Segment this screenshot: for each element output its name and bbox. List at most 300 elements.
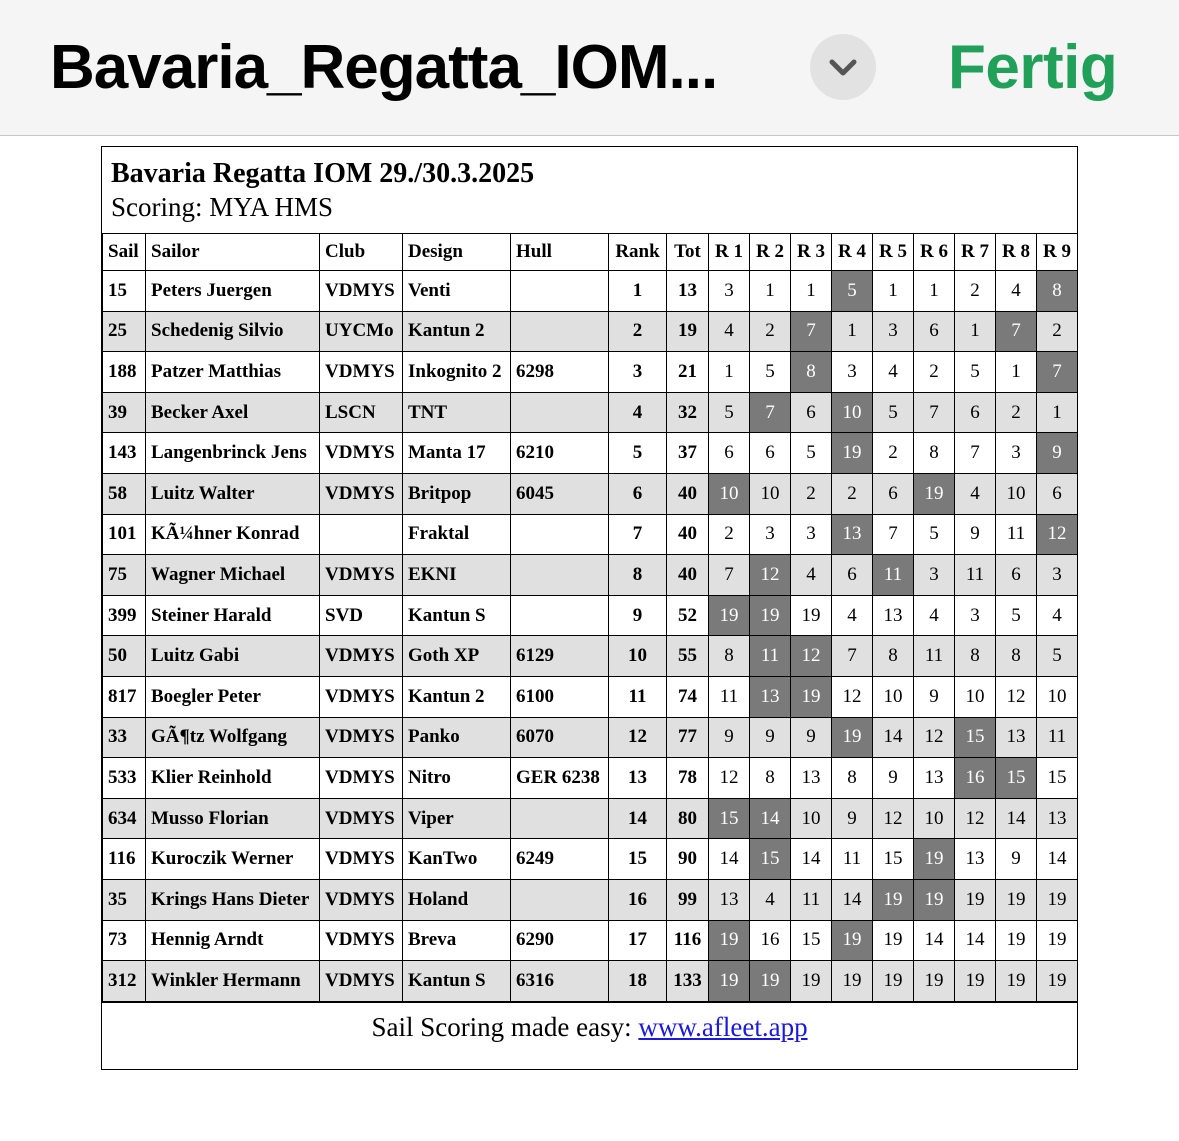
results-table: [102, 233, 1078, 1002]
rank-cell: 6: [609, 473, 667, 514]
race-score: 10: [914, 798, 955, 839]
race-score: 6: [996, 555, 1037, 596]
sail-cell: 75: [103, 555, 146, 596]
race-score: 6: [1037, 473, 1078, 514]
design-cell: Kantun 2: [403, 311, 511, 352]
race-score: 4: [750, 879, 791, 920]
race-score-discarded: 19: [832, 920, 873, 961]
race-score: 5: [996, 595, 1037, 636]
table-row: [103, 433, 1078, 474]
rank-cell: 2: [609, 311, 667, 352]
total-cell: 116: [667, 920, 709, 961]
club-cell: VDMYS: [320, 961, 403, 1002]
rank-cell: 7: [609, 514, 667, 555]
sail-cell: 25: [103, 311, 146, 352]
race-score: 5: [1037, 636, 1078, 677]
table-row: [103, 717, 1078, 758]
race-score: 19: [873, 920, 914, 961]
design-cell: Kantun 2: [403, 676, 511, 717]
race-score: 13: [791, 758, 832, 799]
rank-cell: 1: [609, 271, 667, 312]
hull-cell: 6045: [511, 473, 609, 514]
race-score: 12: [873, 798, 914, 839]
race-score: 3: [996, 433, 1037, 474]
table-row: [103, 595, 1078, 636]
design-cell: KanTwo: [403, 839, 511, 880]
race-score: 9: [955, 514, 996, 555]
race-score: 1: [996, 352, 1037, 393]
race-score: 15: [873, 839, 914, 880]
total-cell: 99: [667, 879, 709, 920]
rank-cell: 14: [609, 798, 667, 839]
race-score: 6: [750, 433, 791, 474]
sail-cell: 50: [103, 636, 146, 677]
total-cell: 78: [667, 758, 709, 799]
race-score: 10: [791, 798, 832, 839]
race-score: 12: [709, 758, 750, 799]
race-score: 11: [832, 839, 873, 880]
total-cell: 40: [667, 473, 709, 514]
club-cell: VDMYS: [320, 271, 403, 312]
race-score: 7: [914, 392, 955, 433]
race-score: 8: [914, 433, 955, 474]
sailor-cell: Peters Juergen: [146, 271, 320, 312]
column-header: R 1: [709, 234, 750, 271]
table-row: [103, 636, 1078, 677]
race-score: 1: [914, 271, 955, 312]
race-score: 2: [996, 392, 1037, 433]
race-score: 11: [955, 555, 996, 596]
design-cell: Panko: [403, 717, 511, 758]
race-score: 9: [709, 717, 750, 758]
race-score-discarded: 19: [914, 879, 955, 920]
total-cell: 52: [667, 595, 709, 636]
race-score: 16: [750, 920, 791, 961]
race-score: 1: [709, 352, 750, 393]
sail-cell: 312: [103, 961, 146, 1002]
total-cell: 133: [667, 961, 709, 1002]
total-cell: 21: [667, 352, 709, 393]
hull-cell: 6100: [511, 676, 609, 717]
race-score: 9: [750, 717, 791, 758]
race-score: 5: [955, 352, 996, 393]
race-score: 4: [996, 271, 1037, 312]
total-cell: 90: [667, 839, 709, 880]
race-score: 3: [709, 271, 750, 312]
club-cell: VDMYS: [320, 352, 403, 393]
race-score: 4: [1037, 595, 1078, 636]
design-cell: Manta 17: [403, 433, 511, 474]
race-score-discarded: 15: [955, 717, 996, 758]
rank-cell: 18: [609, 961, 667, 1002]
race-score-discarded: 7: [791, 311, 832, 352]
race-score: 9: [996, 839, 1037, 880]
race-score: 6: [914, 311, 955, 352]
column-header: R 3: [791, 234, 832, 271]
top-bar: [0, 0, 1179, 136]
race-score-discarded: 11: [750, 636, 791, 677]
column-header: Club: [320, 234, 403, 271]
race-score: 10: [873, 676, 914, 717]
race-score: 5: [750, 352, 791, 393]
sailor-cell: KÃ¼hner Konrad: [146, 514, 320, 555]
race-score: 13: [996, 717, 1037, 758]
race-score-discarded: 11: [873, 555, 914, 596]
race-score: 13: [1037, 798, 1078, 839]
sailor-cell: Wagner Michael: [146, 555, 320, 596]
race-score: 1: [832, 311, 873, 352]
race-score: 2: [914, 352, 955, 393]
hull-cell: [511, 798, 609, 839]
club-cell: LSCN: [320, 392, 403, 433]
race-score: 4: [709, 311, 750, 352]
race-score-discarded: 19: [873, 879, 914, 920]
sailor-cell: Boegler Peter: [146, 676, 320, 717]
design-cell: Britpop: [403, 473, 511, 514]
club-cell: VDMYS: [320, 555, 403, 596]
column-header: R 5: [873, 234, 914, 271]
race-score: 14: [791, 839, 832, 880]
title-menu-button[interactable]: [810, 34, 876, 100]
race-score: 19: [791, 595, 832, 636]
column-header: R 4: [832, 234, 873, 271]
race-score: 19: [873, 961, 914, 1002]
table-row: [103, 839, 1078, 880]
column-header: R 6: [914, 234, 955, 271]
rank-cell: 8: [609, 555, 667, 596]
club-cell: [320, 514, 403, 555]
race-score-discarded: 7: [996, 311, 1037, 352]
total-cell: 40: [667, 555, 709, 596]
race-score: 1: [955, 311, 996, 352]
sail-cell: 116: [103, 839, 146, 880]
race-score-discarded: 13: [832, 514, 873, 555]
table-row: [103, 676, 1078, 717]
table-row: [103, 555, 1078, 596]
race-score: 6: [709, 433, 750, 474]
race-score: 12: [832, 676, 873, 717]
race-score: 8: [955, 636, 996, 677]
column-header: R 7: [955, 234, 996, 271]
club-cell: VDMYS: [320, 879, 403, 920]
design-cell: Viper: [403, 798, 511, 839]
table-row: [103, 392, 1078, 433]
race-score: 3: [914, 555, 955, 596]
sail-cell: 35: [103, 879, 146, 920]
regatta-title: Bavaria Regatta IOM 29./30.3.2025: [111, 158, 535, 189]
club-cell: VDMYS: [320, 839, 403, 880]
total-cell: 77: [667, 717, 709, 758]
race-score: 14: [1037, 839, 1078, 880]
rank-cell: 3: [609, 352, 667, 393]
race-score-discarded: 19: [914, 839, 955, 880]
sail-cell: 58: [103, 473, 146, 514]
race-score-discarded: 7: [750, 392, 791, 433]
race-score-discarded: 19: [914, 473, 955, 514]
design-cell: Fraktal: [403, 514, 511, 555]
race-score: 4: [832, 595, 873, 636]
column-header: R 8: [996, 234, 1037, 271]
race-score: 19: [996, 879, 1037, 920]
club-cell: VDMYS: [320, 758, 403, 799]
club-cell: VDMYS: [320, 920, 403, 961]
total-cell: 13: [667, 271, 709, 312]
sailor-cell: Klier Reinhold: [146, 758, 320, 799]
race-score: 14: [955, 920, 996, 961]
race-score-discarded: 12: [791, 636, 832, 677]
column-header: Design: [403, 234, 511, 271]
race-score: 9: [832, 798, 873, 839]
race-score: 11: [914, 636, 955, 677]
race-score: 9: [873, 758, 914, 799]
race-score-discarded: 19: [750, 961, 791, 1002]
race-score: 9: [914, 676, 955, 717]
race-score: 6: [791, 392, 832, 433]
column-header: Hull: [511, 234, 609, 271]
sailor-cell: GÃ¶tz Wolfgang: [146, 717, 320, 758]
hull-cell: [511, 555, 609, 596]
race-score: 13: [955, 839, 996, 880]
hull-cell: 6290: [511, 920, 609, 961]
design-cell: Goth XP: [403, 636, 511, 677]
hull-cell: 6316: [511, 961, 609, 1002]
club-cell: VDMYS: [320, 636, 403, 677]
race-score: 2: [832, 473, 873, 514]
club-cell: UYCMo: [320, 311, 403, 352]
rank-cell: 13: [609, 758, 667, 799]
sailor-cell: Kuroczik Werner: [146, 839, 320, 880]
race-score: 12: [996, 676, 1037, 717]
race-score: 11: [709, 676, 750, 717]
race-score: 5: [873, 392, 914, 433]
race-score: 14: [873, 717, 914, 758]
design-cell: Kantun S: [403, 961, 511, 1002]
race-score: 19: [955, 879, 996, 920]
race-score: 14: [996, 798, 1037, 839]
race-score: 3: [791, 514, 832, 555]
design-cell: Venti: [403, 271, 511, 312]
table-row: [103, 271, 1078, 312]
race-score-discarded: 15: [996, 758, 1037, 799]
sailor-cell: Luitz Gabi: [146, 636, 320, 677]
club-cell: VDMYS: [320, 676, 403, 717]
table-body: [103, 271, 1078, 1002]
sailor-cell: Hennig Arndt: [146, 920, 320, 961]
sail-cell: 399: [103, 595, 146, 636]
table-row: [103, 514, 1078, 555]
chevron-down-icon: [827, 55, 859, 79]
total-cell: 37: [667, 433, 709, 474]
hull-cell: GER 6238: [511, 758, 609, 799]
design-cell: EKNI: [403, 555, 511, 596]
race-score: 2: [709, 514, 750, 555]
race-score: 4: [914, 595, 955, 636]
total-cell: 74: [667, 676, 709, 717]
table-row: [103, 798, 1078, 839]
sailor-cell: Winkler Hermann: [146, 961, 320, 1002]
race-score: 8: [996, 636, 1037, 677]
hull-cell: 6070: [511, 717, 609, 758]
race-score: 3: [832, 352, 873, 393]
race-score-discarded: 12: [750, 555, 791, 596]
table-row: [103, 352, 1078, 393]
race-score: 5: [791, 433, 832, 474]
rank-cell: 9: [609, 595, 667, 636]
race-score: 10: [1037, 676, 1078, 717]
race-score: 19: [832, 961, 873, 1002]
club-cell: SVD: [320, 595, 403, 636]
sailor-cell: Steiner Harald: [146, 595, 320, 636]
afleet-link[interactable]: www.afleet.app: [638, 1011, 808, 1042]
hull-cell: [511, 271, 609, 312]
race-score: 8: [832, 758, 873, 799]
table-row: [103, 961, 1078, 1002]
rank-cell: 12: [609, 717, 667, 758]
hull-cell: [511, 514, 609, 555]
race-score-discarded: 19: [791, 676, 832, 717]
race-score: 19: [791, 961, 832, 1002]
race-score: 2: [750, 311, 791, 352]
sail-cell: 33: [103, 717, 146, 758]
race-score-discarded: 12: [1037, 514, 1078, 555]
table-row: [103, 879, 1078, 920]
done-button[interactable]: Fertig: [948, 33, 1118, 102]
race-score-discarded: 19: [709, 961, 750, 1002]
sailor-cell: Patzer Matthias: [146, 352, 320, 393]
total-cell: 40: [667, 514, 709, 555]
race-score-discarded: 15: [750, 839, 791, 880]
race-score-discarded: 19: [832, 433, 873, 474]
race-score: 1: [873, 271, 914, 312]
race-score: 8: [750, 758, 791, 799]
hull-cell: 6249: [511, 839, 609, 880]
race-score: 19: [955, 961, 996, 1002]
race-score: 13: [873, 595, 914, 636]
hull-cell: [511, 311, 609, 352]
race-score: 14: [914, 920, 955, 961]
race-score: 5: [914, 514, 955, 555]
sail-cell: 39: [103, 392, 146, 433]
race-score-discarded: 13: [750, 676, 791, 717]
race-score-discarded: 8: [1037, 271, 1078, 312]
sail-cell: 143: [103, 433, 146, 474]
sail-cell: 817: [103, 676, 146, 717]
design-cell: Breva: [403, 920, 511, 961]
race-score-discarded: 16: [955, 758, 996, 799]
race-score: 3: [750, 514, 791, 555]
race-score: 19: [996, 920, 1037, 961]
total-cell: 32: [667, 392, 709, 433]
column-header: Tot: [667, 234, 709, 271]
total-cell: 19: [667, 311, 709, 352]
race-score: 12: [914, 717, 955, 758]
hull-cell: 6210: [511, 433, 609, 474]
footer-text: Sail Scoring made easy:: [371, 1011, 639, 1042]
race-score: 19: [914, 961, 955, 1002]
race-score-discarded: 14: [750, 798, 791, 839]
document-footer: [102, 1002, 1077, 1051]
race-score: 6: [832, 555, 873, 596]
race-score: 10: [750, 473, 791, 514]
hull-cell: 6129: [511, 636, 609, 677]
race-score-discarded: 19: [832, 717, 873, 758]
race-score: 19: [996, 961, 1037, 1002]
race-score: 13: [914, 758, 955, 799]
club-cell: VDMYS: [320, 798, 403, 839]
race-score-discarded: 19: [709, 595, 750, 636]
design-cell: TNT: [403, 392, 511, 433]
sailor-cell: Krings Hans Dieter: [146, 879, 320, 920]
scoring-system: Scoring: MYA HMS: [111, 192, 334, 222]
race-score: 6: [873, 473, 914, 514]
sailor-cell: Langenbrinck Jens: [146, 433, 320, 474]
race-score: 1: [750, 271, 791, 312]
race-score: 4: [791, 555, 832, 596]
table-row: [103, 473, 1078, 514]
race-score: 6: [955, 392, 996, 433]
race-score: 3: [955, 595, 996, 636]
document-title[interactable]: Bavaria_Regatta_IOM...: [50, 33, 718, 102]
race-score: 11: [791, 879, 832, 920]
rank-cell: 11: [609, 676, 667, 717]
column-header: R 9: [1037, 234, 1078, 271]
hull-cell: [511, 595, 609, 636]
race-score: 14: [709, 839, 750, 880]
race-score: 2: [1037, 311, 1078, 352]
race-score-discarded: 10: [709, 473, 750, 514]
rank-cell: 16: [609, 879, 667, 920]
race-score: 12: [955, 798, 996, 839]
design-cell: Kantun S: [403, 595, 511, 636]
race-score: 19: [1037, 961, 1078, 1002]
rank-cell: 5: [609, 433, 667, 474]
race-score-discarded: 9: [1037, 433, 1078, 474]
table-row: [103, 758, 1078, 799]
race-score: 10: [955, 676, 996, 717]
race-score: 7: [709, 555, 750, 596]
club-cell: VDMYS: [320, 433, 403, 474]
sailor-cell: Schedenig Silvio: [146, 311, 320, 352]
race-score: 7: [832, 636, 873, 677]
race-score: 19: [1037, 920, 1078, 961]
document-header: [102, 147, 1077, 233]
rank-cell: 17: [609, 920, 667, 961]
race-score: 4: [955, 473, 996, 514]
race-score: 14: [832, 879, 873, 920]
race-score: 19: [1037, 879, 1078, 920]
race-score: 15: [791, 920, 832, 961]
column-header: Sailor: [146, 234, 320, 271]
race-score: 9: [791, 717, 832, 758]
race-score-discarded: 10: [832, 392, 873, 433]
club-cell: VDMYS: [320, 717, 403, 758]
column-header: Rank: [609, 234, 667, 271]
race-score: 4: [873, 352, 914, 393]
race-score: 3: [1037, 555, 1078, 596]
club-cell: VDMYS: [320, 473, 403, 514]
race-score: 15: [1037, 758, 1078, 799]
race-score: 8: [873, 636, 914, 677]
race-score: 7: [873, 514, 914, 555]
design-cell: Inkognito 2: [403, 352, 511, 393]
sail-cell: 15: [103, 271, 146, 312]
rank-cell: 10: [609, 636, 667, 677]
race-score: 7: [955, 433, 996, 474]
hull-cell: [511, 392, 609, 433]
table-header-row: [103, 234, 1078, 271]
race-score: 11: [996, 514, 1037, 555]
sail-cell: 101: [103, 514, 146, 555]
